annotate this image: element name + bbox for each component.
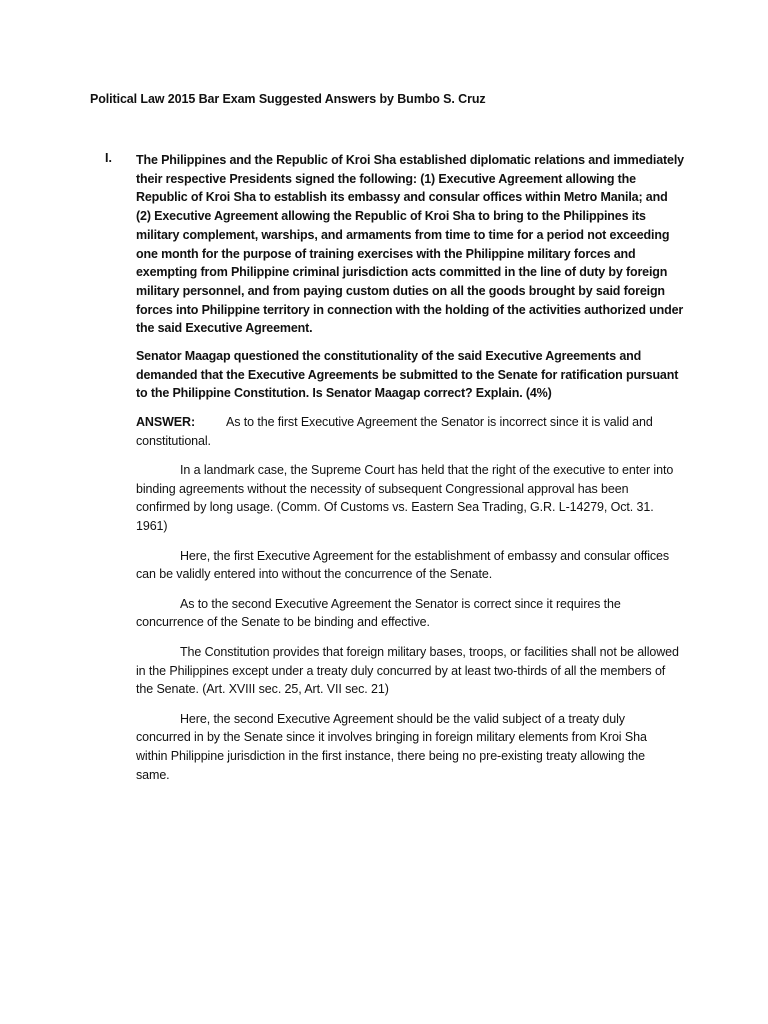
answer-paragraph-first-agreement: Here, the first Executive Agreement for the establishment of embassy and consular offices can be validly entered into without the concurrence of the Senate. (136, 548, 670, 582)
answer-paragraph-constitution: The Constitution provides that foreign military bases, troops, or facilities shall not be allowed in the Philippines except under a treaty duly concurred by at least two-thirds of all the members of the Senate. (Art. XVIII sec. 25, Art. VII sec. 21) (136, 644, 679, 697)
answer-paragraph-landmark-case: In a landmark case, the Supreme Court has held that the right of the executive to enter into binding agreements without the necessity of subsequent Congressional approval has been confirmed by long usage. (Comm. Of Customs vs. Eastern Sea Trading, G.R. L-14279, Oct. 31. 1961) (136, 463, 674, 533)
question-paragraph-issue: Senator Maagap questioned the constitutionality of the said Executive Agreements and demanded that the Executive Agreements be submitted to the Senate for ratification pursuant to the Philippine Constitution. Is Senator Maagap correct? Explain. (4%) (136, 349, 679, 401)
question-number: I. (105, 151, 112, 165)
answer-paragraph-second-agreement: As to the second Executive Agreement the Senator is correct since it requires the concurrence of the Senate to be binding and effective. (136, 596, 621, 630)
answer-block (136, 413, 681, 795)
document-title: Political Law 2015 Bar Exam Suggested Answers by Bumbo S. Cruz (90, 92, 486, 106)
question-body (136, 151, 684, 412)
question-paragraph-facts: The Philippines and the Republic of Kroi Sha established diplomatic relations and immediately their respective Presidents signed the following: (1) Executive Agreement allowing the Republic of Kroi Sha to establish its embassy and consular offices within Metro Manila; and (2) Executive Agreement allowing the Republic of Kroi Sha to bring to the Philippines its military complement, warships, and armaments from time to time for a period not exceeding one month for the purpose of training exercises with the Philippine military forces and exempting from Philippine criminal jurisdiction acts committed in the line of duty by foreign military personnel, and from paying custom duties on all the goods brought by said foreign forces into Philippine territory in connection with the holding of the activities authorized under the said Executive Agreement. (136, 153, 684, 336)
answer-label: ANSWER: (136, 415, 196, 429)
answer-first-line: As to the first Executive Agreement the Senator is incorrect since it is valid and constitutional. (136, 415, 653, 448)
answer-paragraph-conclusion: Here, the second Executive Agreement should be the valid subject of a treaty duly concurred in by the Senate since it involves bringing in foreign military elements from Kroi Sha within Philippine jurisdiction in the first instance, there being no pre-existing treaty allowing the same. (136, 711, 647, 782)
answer-intro-paragraph (136, 413, 681, 450)
